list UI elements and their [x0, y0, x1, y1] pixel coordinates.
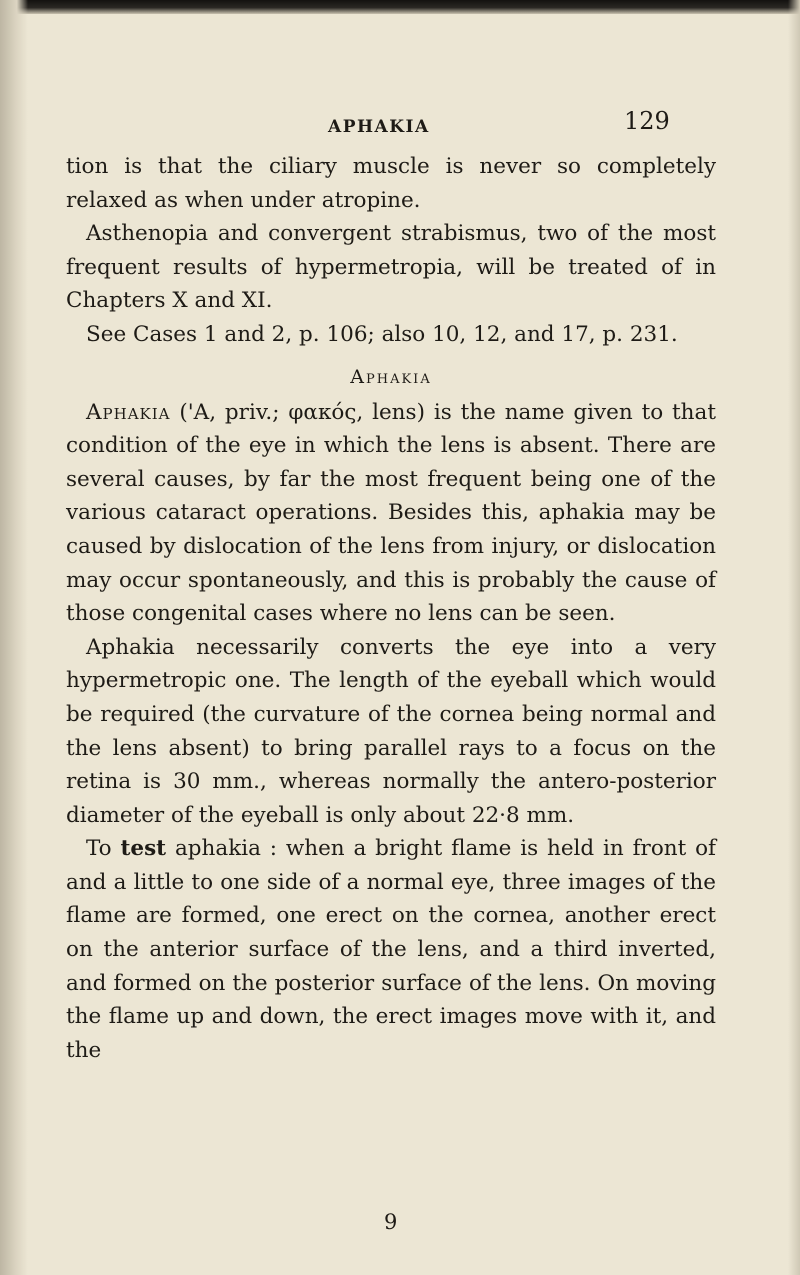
page-edge-shadow — [788, 0, 800, 1275]
page-body — [66, 150, 716, 1067]
paragraph-test — [66, 832, 716, 1067]
paragraph-asthenopia: Asthenopia and convergent strabismus, two of the most frequent results of hypermetropia, will be treated of in Chapters X and XI. — [66, 221, 716, 314]
paragraph-definition — [66, 396, 716, 631]
signature-mark: 9 — [384, 1210, 398, 1234]
test-text: aphakia : when a bright flame is held in front of and a little to one side of a normal eye, three images of the flame are formed, one erect on the cornea, another erect on the anterior surface of the lens, and a third inverted, and formed on the posterior surface of the lens. On moving the flame up and down, the erect images move with it, and the — [66, 836, 716, 1063]
page-gutter-shadow — [0, 0, 28, 1275]
term-aphakia: Aphakia — [86, 399, 171, 425]
running-title: APHAKIA — [328, 117, 430, 137]
section-heading: Aphakia — [350, 365, 432, 388]
term-test: test — [120, 836, 167, 862]
page-top-edge — [0, 0, 800, 14]
paragraph-continuation: tion is that the ciliary muscle is never so completely relaxed as when under atropine. — [66, 154, 716, 213]
test-lead: To — [86, 836, 121, 862]
page-number: 129 — [624, 107, 670, 135]
paragraph-see-cases: See Cases 1 and 2, p. 106; also 10, 12, and 17, p. 231. — [86, 321, 678, 347]
definition-text: ('A, priv.; φακός, lens) is the name given to that condition of the eye in which the lens is absent. There are several causes, by far the most frequent being one of the various cataract operations. Besides this, aphakia may be caused by dislocation of the lens from injury, or dislocation may occur spontaneously, and this is probably the cause of those congenital cases where no lens can be seen. — [66, 399, 716, 627]
paragraph-hypermetropic: Aphakia necessarily converts the eye into a very hypermetropic one. The length of the eyeball which would be required (the curvature of the cornea being normal and the lens absent) to bring parallel rays to a focus on the retina is 30 mm., whereas normally the antero-posterior diameter of the eyeball is only about 22·8 mm. — [66, 634, 716, 828]
